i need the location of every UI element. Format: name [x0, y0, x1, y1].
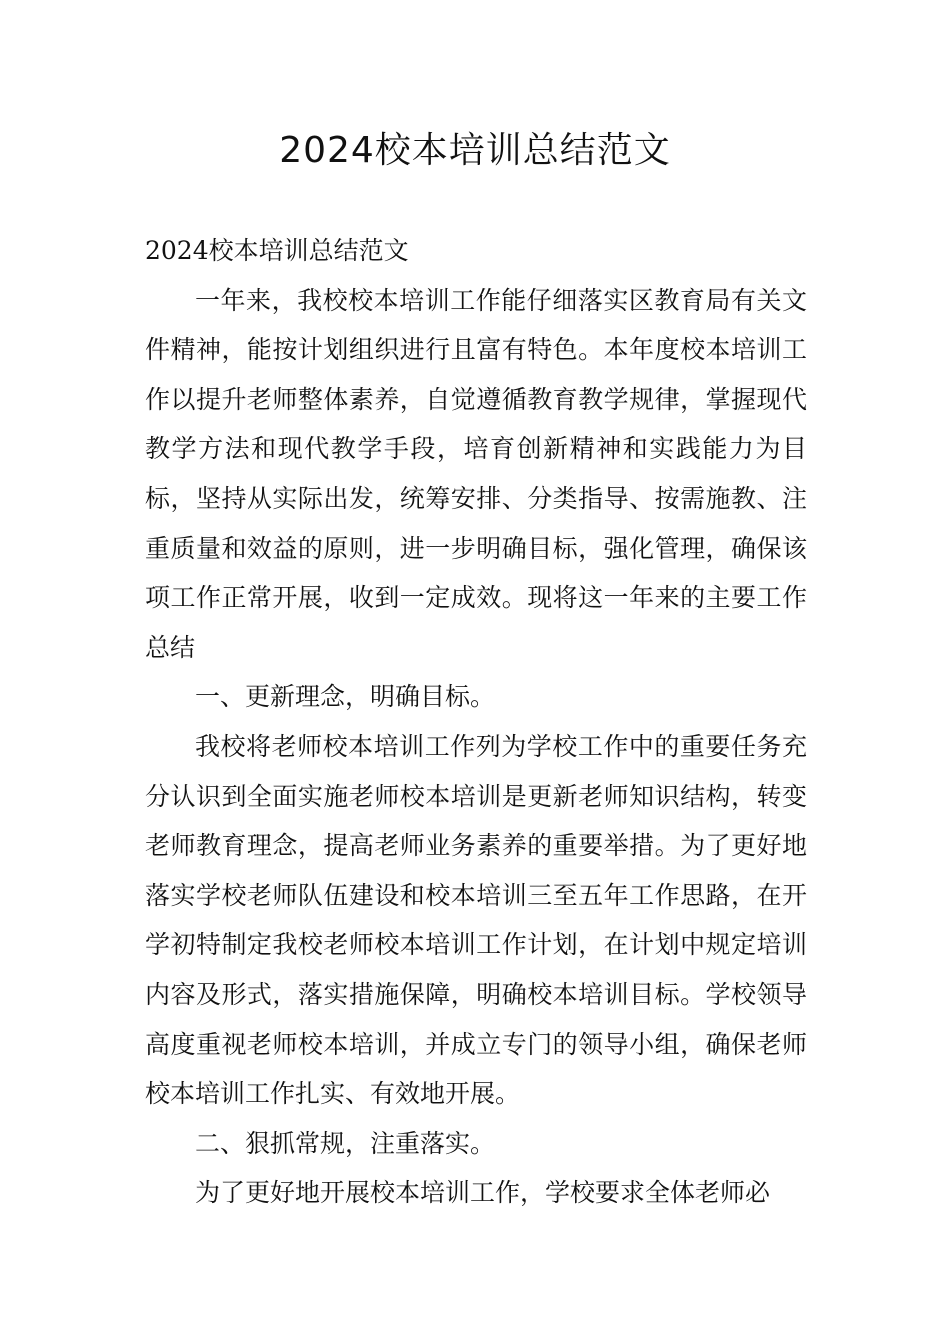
section-heading-2: 二、狠抓常规，注重落实。: [195, 1128, 496, 1158]
document-title: 2024校本培训总结范文: [279, 130, 671, 171]
paragraph-section-1: 我校将老师校本培训工作列为学校工作中的重要任务充分认识到全面实施老师校本培训是更新老师知识结构，转变老师教育理念，提高老师业务素养的重要举措。为了更好地落实学校老师队伍建设和校本培训三至五年工作思路，在开学初特制定我校老师校本培训工作计划，在计划中规定培训内容及形式，落实措施保障，明确校本培训目标。学校领导高度重视老师校本培训，并成立专门的领导小组，确保老师校本培训工作扎实、有效地开展。: [145, 731, 807, 1109]
section-heading-1: 一、更新理念，明确目标。: [195, 682, 496, 712]
document-body: [145, 226, 807, 1218]
paragraph-section-2: 为了更好地开展校本培训工作，学校要求全体老师必: [195, 1178, 771, 1208]
paragraph-intro: 一年来，我校校本培训工作能仔细落实区教育局有关文件精神，能按计划组织进行且富有特色。本年度校本培训工作以提升老师整体素养，自觉遵循教育教学规律，掌握现代教学方法和现代教学手段，培育创新精神和实践能力为目标，坚持从实际出发，统筹安排、分类指导、按需施教、注重质量和效益的原则，进一步明确目标，强化管理，确保该项工作正常开展，收到一定成效。现将这一年来的主要工作总结: [145, 285, 807, 662]
document-subtitle: 2024校本培训总结范文: [145, 236, 409, 265]
